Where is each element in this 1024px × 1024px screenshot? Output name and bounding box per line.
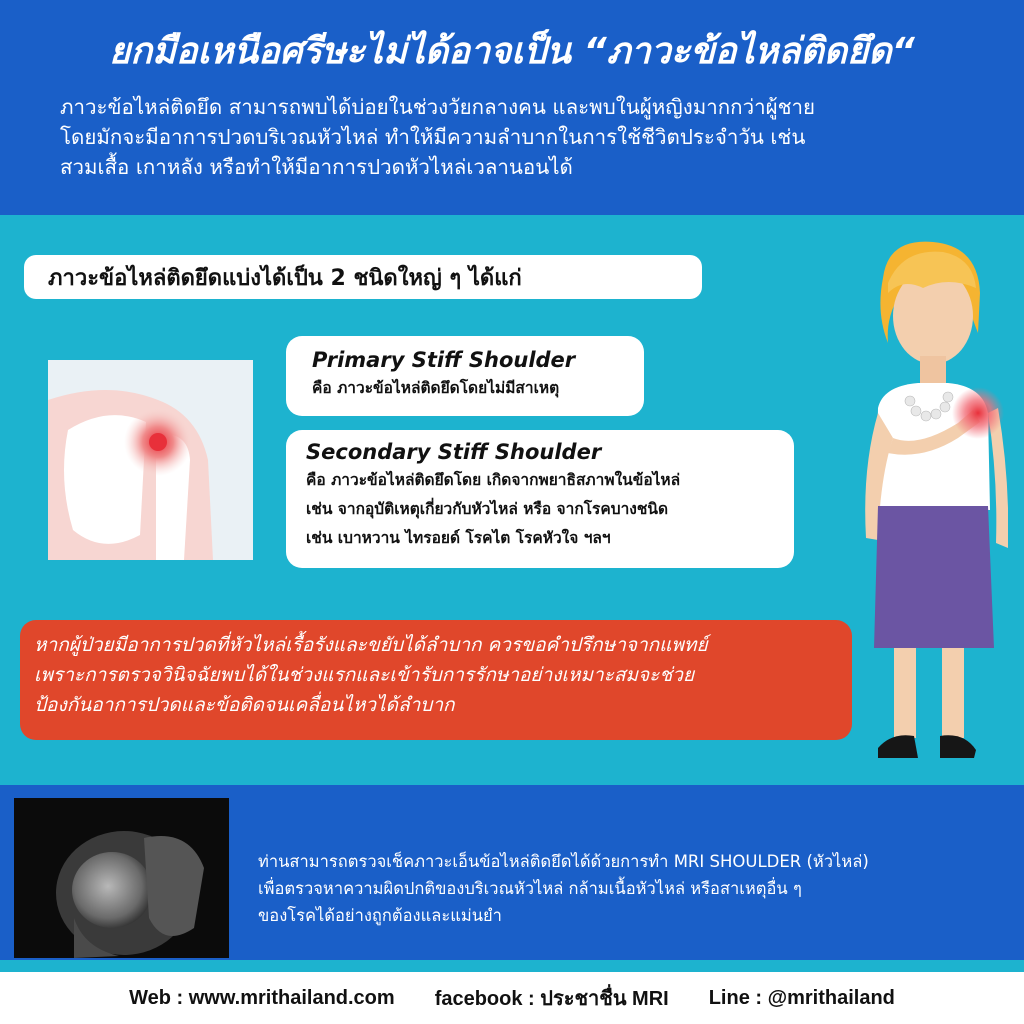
divider-strip xyxy=(0,960,1024,972)
primary-type-desc: คือ ภาวะข้อไหล่ติดยึดโดยไม่มีสาเหตุ xyxy=(312,379,560,397)
intro-text xyxy=(60,92,1000,182)
warning-line: เพราะการตรวจวินิจฉัยพบได้ในช่วงแรกและเข้ารับการรักษาอย่างเหมาะสมจะช่วย xyxy=(34,664,695,686)
line-link[interactable]: Line : @mrithailand xyxy=(708,986,895,1009)
mri-line: เพื่อตรวจหาความผิดปกติของบริเวณหัวไหล่ กล้ามเนื้อหัวไหล่ หรือสาเหตุอื่น ๆ xyxy=(258,879,802,898)
page-title: ยกมือเหนือศรีษะไม่ได้อาจเป็น “ภาวะข้อไหล่ติดยึด“ xyxy=(109,31,915,72)
primary-type-title: Primary Stiff Shoulder xyxy=(312,348,576,372)
footer xyxy=(0,972,1024,1024)
mri-scan-graphic xyxy=(14,798,229,958)
secondary-type-line: คือ ภาวะข้อไหล่ติดยึดโดย เกิดจากพยาธิสภาพในข้อไหล่ xyxy=(306,471,681,489)
intro-line: ภาวะข้อไหล่ติดยึด สามารถพบได้บ่อยในช่วงวัยกลางคน และพบในผู้หญิงมากกว่าผู้ชาย xyxy=(60,95,816,119)
shoulder-pain-illustration xyxy=(48,360,253,560)
primary-type-card xyxy=(286,336,644,416)
mri-scan-image xyxy=(14,798,229,958)
intro-line: สวมเสื้อ เกาหลัง หรือทำให้มีอาการปวดหัวไหล่เวลานอนได้ xyxy=(60,155,573,179)
warning-line: ป้องกันอาการปวดและข้อติดจนเคลื่อนไหวได้ลำบาก xyxy=(34,694,455,716)
facebook-link[interactable]: facebook : ประชาชื่น MRI xyxy=(434,988,669,1010)
secondary-type-card xyxy=(286,430,794,568)
warning-box xyxy=(20,620,852,740)
secondary-type-line: เช่น จากอุบัติเหตุเกี่ยวกับหัวไหล่ หรือ จากโรคบางชนิด xyxy=(306,500,669,518)
warning-line: หากผู้ป่วยมีอาการปวดที่หัวไหล่เรื้อรังและขยับได้ลำบาก ควรขอคำปรึกษาจากแพทย์ xyxy=(34,634,708,656)
mri-info-text xyxy=(258,848,1018,929)
mri-line: ของโรคได้อย่างถูกต้องและแม่นยำ xyxy=(258,906,502,925)
secondary-type-line: เช่น เบาหวาน ไทรอยด์ โรคไต โรคหัวใจ ฯลฯ xyxy=(306,529,611,547)
website-link[interactable]: Web : www.mrithailand.com xyxy=(129,986,395,1009)
woman-shoulder-pain-illustration xyxy=(848,238,1008,768)
intro-line: โดยมักจะมีอาการปวดบริเวณหัวไหล่ ทำให้มีความลำบากในการใช้ชีวิตประจำวัน เช่น xyxy=(60,125,806,149)
secondary-type-title: Secondary Stiff Shoulder xyxy=(306,440,602,464)
types-heading: ภาวะข้อไหล่ติดยึดแบ่งได้เป็น 2 ชนิดใหญ่ ๆ ได้แก่ xyxy=(24,255,702,299)
mri-line: ท่านสามารถตรวจเช็คภาวะเอ็นข้อไหล่ติดยึดได้ด้วยการทำ MRI SHOULDER (หัวไหล่) xyxy=(258,852,869,871)
